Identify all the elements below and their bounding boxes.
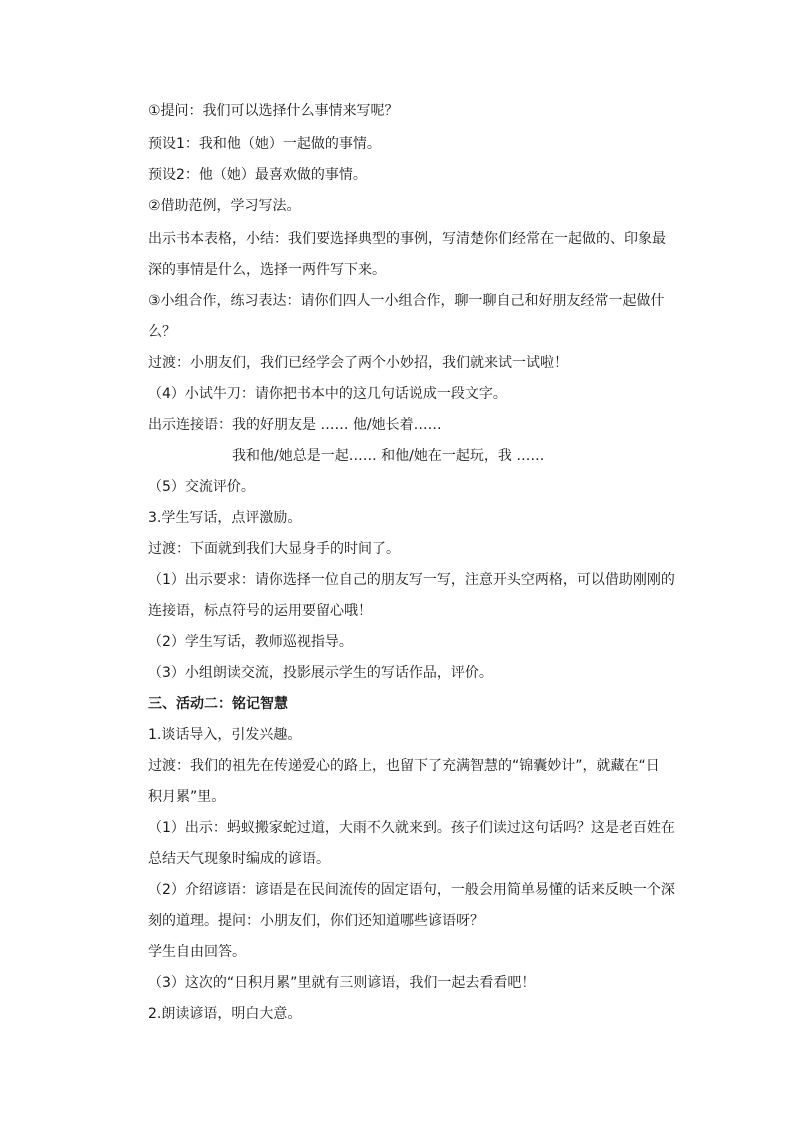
paragraph-line: 1.谈话导入，引发兴趣。 [148, 727, 302, 743]
paragraph-line: 过渡：下面就到我们大显身手的时间了。 [148, 541, 400, 557]
paragraph-line: 预设1：我和他（她）一起做的事情。 [148, 136, 381, 152]
paragraph-line: （4）小试牛刀：请你把书本中的这几句话说成一段文字。 [148, 386, 507, 402]
paragraph-line: 我和他/她总是一起…… 和他/她在一起玩，我 …… [232, 448, 545, 464]
paragraph-line: （3）小组朗读交流，投影展示学生的写话作品，评价。 [148, 665, 493, 681]
paragraph-line: ③小组合作，练习表达：请你们四人一小组合作，聊一聊自己和好朋友经常一起做什 [148, 293, 665, 309]
paragraph-line: 过渡：小朋友们，我们已经学会了两个小妙招，我们就来试一试啦！ [148, 355, 568, 371]
paragraph-line: （5）交流评价。 [148, 479, 255, 495]
paragraph-line: 2.朗读谚语，明白大意。 [148, 1006, 302, 1022]
section-heading: 三、活动二：铭记智慧 [148, 696, 288, 712]
paragraph-line: 3.学生写话，点评激励。 [148, 510, 302, 526]
paragraph-line: 深的事情是什么，选择一两件写下来。 [148, 262, 386, 278]
paragraph-line: 过渡：我们的祖先在传递爱心的路上，也留下了充满智慧的“锦囊妙计”，就藏在“日 [148, 758, 660, 774]
paragraph-line: （1）出示要求：请你选择一位自己的朋友写一写，注意开头空两格，可以借助刚刚的 [148, 572, 675, 588]
paragraph-line: （1）出示：蚂蚁搬家蛇过道，大雨不久就来到。孩子们读过这句话吗？这是老百姓在 [148, 820, 675, 836]
paragraph-line: 出示连接语：我的好朋友是 …… 他/她长着…… [148, 417, 442, 433]
paragraph-line: 积月累”里。 [148, 789, 226, 805]
paragraph-line: 连接语，标点符号的运用要留心哦！ [148, 603, 372, 619]
paragraph-line: 么？ [148, 324, 176, 340]
paragraph-line: 预设2：他（她）最喜欢做的事情。 [148, 167, 367, 183]
paragraph-line: （3）这次的“日积月累”里就有三则谚语，我们一起去看看吧！ [148, 975, 536, 991]
paragraph-line: ②借助范例，学习写法。 [148, 198, 301, 214]
paragraph-line: 出示书本表格，小结：我们要选择典型的事例，写清楚你们经常在一起做的、印象最 [148, 231, 666, 247]
paragraph-line: 总结天气现象时编成的谚语。 [148, 851, 330, 867]
paragraph-line: （2）学生写话，教师巡视指导。 [148, 634, 353, 650]
paragraph-line: （2）介绍谚语：谚语是在民间流传的固定语句，一般会用简单易懂的话来反映一个深 [148, 882, 675, 898]
paragraph-line: 学生自由回答。 [148, 944, 246, 960]
paragraph-line: 刻的道理。提问：小朋友们，你们还知道哪些谚语呀？ [148, 913, 484, 929]
paragraph-line: ①提问：我们可以选择什么事情来写呢？ [148, 103, 399, 119]
